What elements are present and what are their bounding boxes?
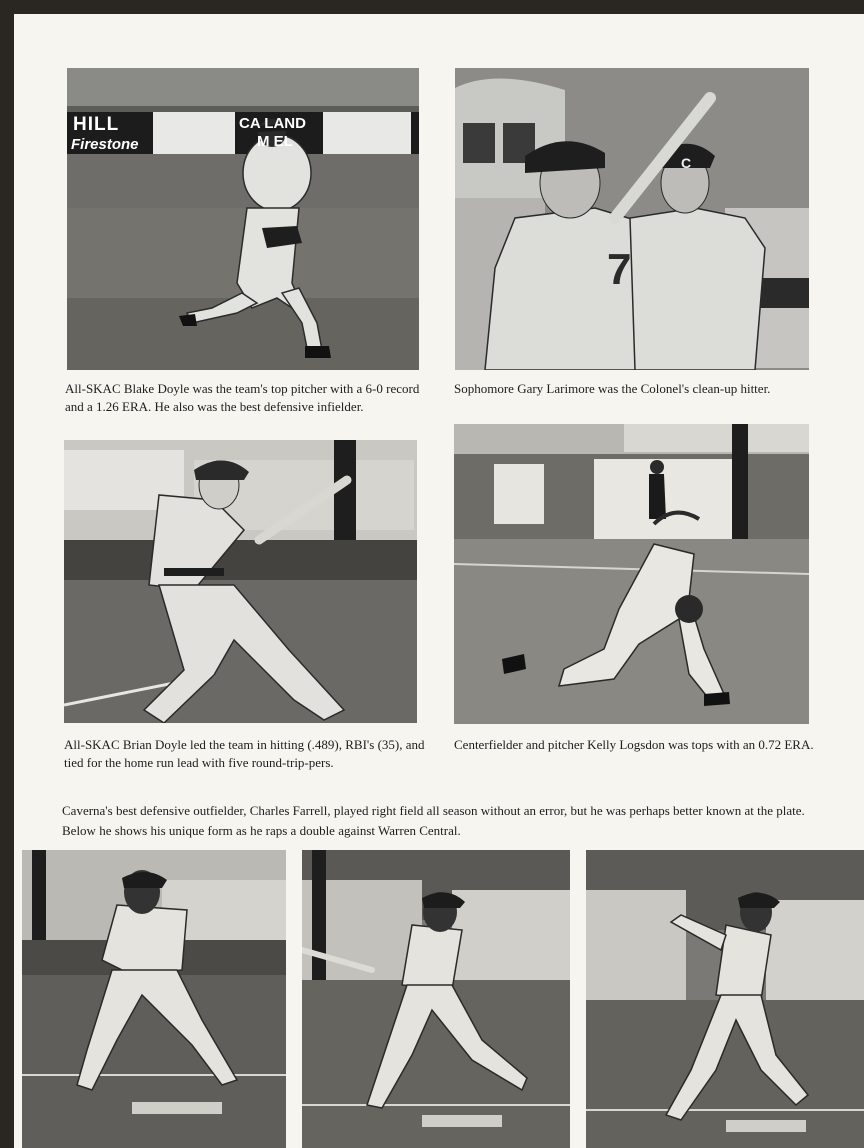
photo-farrell-stance bbox=[22, 850, 286, 1148]
farrell-stance-scene bbox=[22, 850, 286, 1148]
cap-letter: C bbox=[681, 155, 692, 171]
yearbook-page bbox=[14, 14, 864, 1148]
photo-brian-doyle-hitting bbox=[64, 440, 417, 723]
pitcher-scene bbox=[67, 68, 419, 370]
jersey-number: 7 bbox=[607, 245, 632, 294]
photo-blake-doyle-pitching bbox=[67, 68, 419, 370]
hitter-scene bbox=[64, 440, 417, 723]
caption-blake-doyle: All-SKAC Blake Doyle was the team's top pitcher with a 6-0 record and a 1.26 ERA. He also was the best defensive infielder. bbox=[65, 381, 420, 414]
photo-farrell-followthrough bbox=[586, 850, 864, 1148]
feature-text-charles-farrell: Caverna's best defensive outfielder, Charles Farrell, played right field all season without an error, but he was perhaps better known at the plate. Below he shows his unique form as he raps a double against Warren Central. bbox=[62, 803, 805, 838]
caption-brian-doyle: All-SKAC Brian Doyle led the team in hitting (.489), RBI's (35), and tied for the home run lead with five round-trip-pers. bbox=[64, 737, 425, 770]
pitcher-followthrough-scene bbox=[454, 424, 809, 724]
farrell-swing-scene bbox=[302, 850, 570, 1148]
photo-gary-larimore bbox=[455, 68, 809, 370]
firestone-sign-text: Firestone bbox=[71, 136, 139, 153]
motel-sign-top-text: CA LAND bbox=[239, 115, 306, 132]
hill-sign-text: HILL bbox=[73, 114, 120, 135]
motel-sign-bottom-text: M EL bbox=[257, 133, 293, 150]
photo-kelly-logsdon-pitching bbox=[454, 424, 809, 724]
caption-kelly-logsdon: Centerfielder and pitcher Kelly Logsdon was tops with an 0.72 ERA. bbox=[454, 737, 814, 752]
caption-gary-larimore: Sophomore Gary Larimore was the Colonel's clean-up hitter. bbox=[454, 381, 771, 396]
photo-farrell-swing bbox=[302, 850, 570, 1148]
batter-scene bbox=[455, 68, 809, 370]
farrell-followthrough-scene bbox=[586, 850, 864, 1148]
